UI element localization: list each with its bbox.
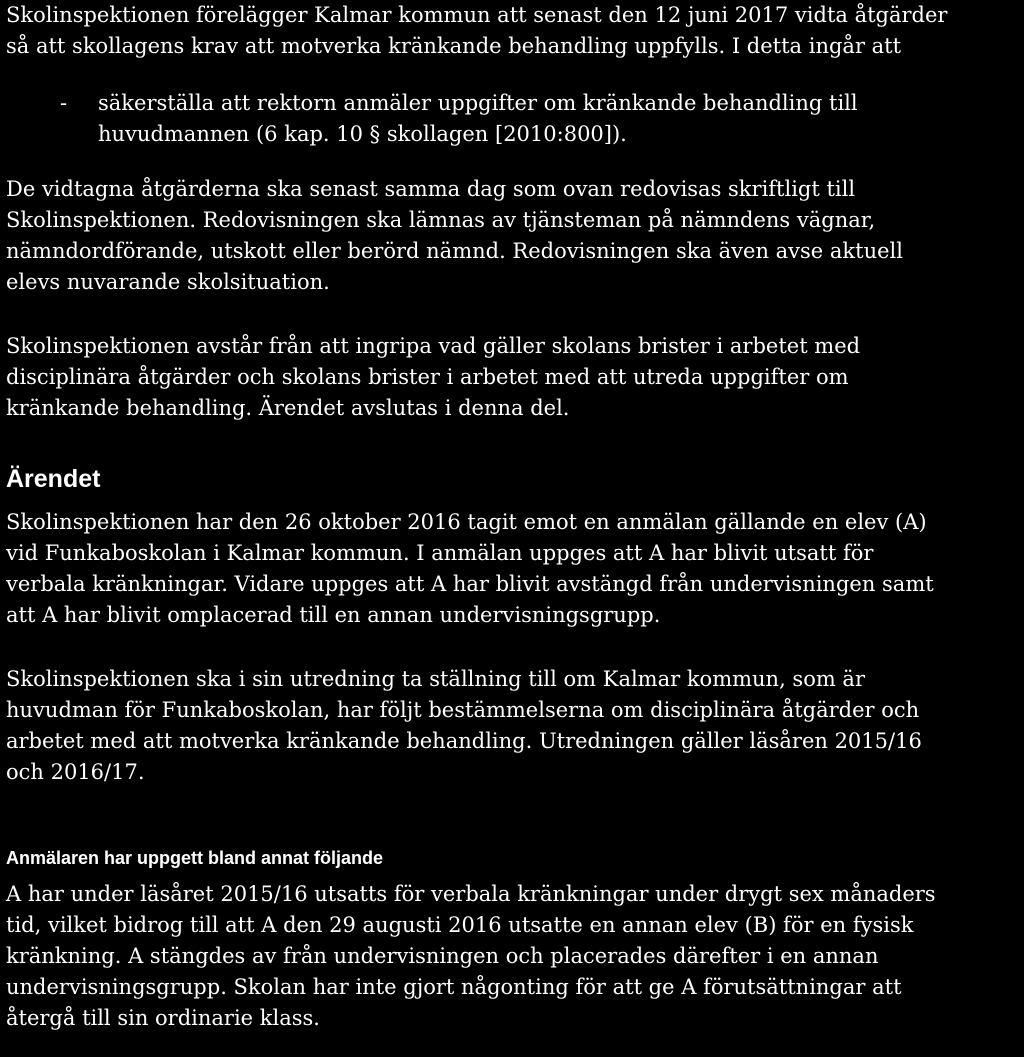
paragraph-abstain bbox=[6, 331, 860, 424]
text-line: att A har blivit omplacerad till en annan undervisningsgrupp. bbox=[6, 603, 661, 627]
text-line: arbetet med att motverka kränkande behandling. Utredningen gäller läsåren 2015/16 bbox=[6, 729, 922, 753]
paragraph-injunction bbox=[6, 0, 947, 62]
text-line: verbala kränkningar. Vidare uppges att A har blivit avstängd från undervisningen samt bbox=[6, 572, 934, 596]
text-line: undervisningsgrupp. Skolan har inte gjort någonting för att ge A förutsättningar att bbox=[6, 975, 902, 999]
text-line: Skolinspektionen har den 26 oktober 2016 tagit emot en anmälan gällande en elev (A) bbox=[6, 510, 927, 534]
heading-arendet: Ärendet bbox=[6, 465, 101, 493]
text-line: kränkning. A stängdes av från undervisningen och placerades därefter i en annan bbox=[6, 944, 879, 968]
paragraph-reporting bbox=[6, 174, 903, 298]
bullet-item bbox=[6, 88, 858, 150]
bullet-dash: - bbox=[60, 91, 68, 115]
text-line: Skolinspektionen. Redovisningen ska lämnas av tjänsteman på nämndens vägnar, bbox=[6, 208, 876, 232]
text-line: Skolinspektionen avstår från att ingripa vad gäller skolans brister i arbetet med bbox=[6, 334, 861, 358]
text-line: säkerställa att rektorn anmäler uppgifter om kränkande behandling till bbox=[98, 91, 858, 115]
text-line: De vidtagna åtgärderna ska senast samma dag som ovan redovisas skriftligt till bbox=[6, 177, 856, 201]
text-line: elevs nuvarande skolsituation. bbox=[6, 270, 330, 294]
text-line: och 2016/17. bbox=[6, 760, 145, 784]
text-line: återgå till sin ordinarie klass. bbox=[6, 1006, 320, 1030]
paragraph-complainant bbox=[6, 879, 936, 1034]
text-line: tid, vilket bidrog till att A den 29 augusti 2016 utsatte en annan elev (B) för en fysisk bbox=[6, 913, 914, 937]
text-line: A har under läsåret 2015/16 utsatts för verbala kränkningar under drygt sex månaders bbox=[6, 882, 936, 906]
text-line: vid Funkaboskolan i Kalmar kommun. I anmälan uppges att A har blivit utsatt för bbox=[6, 541, 874, 565]
text-line: disciplinära åtgärder och skolans brister i arbetet med att utreda uppgifter om bbox=[6, 365, 849, 389]
text-line: huvudmannen (6 kap. 10 § skollagen [2010:800]). bbox=[98, 122, 627, 146]
text-line: huvudman för Funkaboskolan, har följt bestämmelserna om disciplinära åtgärder och bbox=[6, 698, 920, 722]
text-line: Skolinspektionen förelägger Kalmar kommun att senast den 12 juni 2017 vidta åtgärder bbox=[6, 3, 948, 27]
paragraph-case bbox=[6, 507, 934, 631]
text-line: så att skollagens krav att motverka kränkande behandling uppfylls. I detta ingår att bbox=[6, 34, 902, 58]
text-line: kränkande behandling. Ärendet avslutas i denna del. bbox=[6, 396, 570, 420]
text-line: Skolinspektionen ska i sin utredning ta ställning till om Kalmar kommun, som är bbox=[6, 667, 865, 691]
text-line: nämndordförande, utskott eller berörd nämnd. Redovisningen ska även avse aktuell bbox=[6, 239, 903, 263]
paragraph-investigation bbox=[6, 664, 922, 788]
heading-anmalaren: Anmälaren har uppgett bland annat följande bbox=[6, 848, 384, 868]
